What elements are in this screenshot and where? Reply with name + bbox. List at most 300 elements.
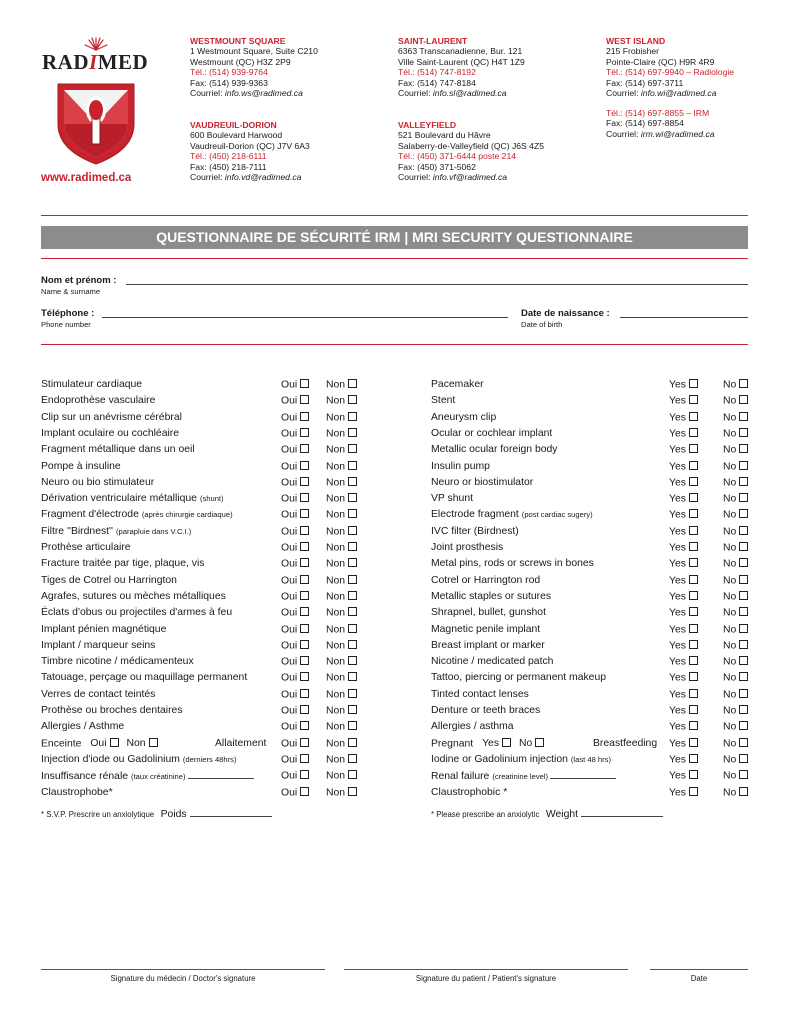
checkbox-icon[interactable] (110, 738, 119, 747)
yes-option[interactable] (669, 705, 698, 717)
yes-option[interactable] (281, 412, 309, 424)
question-text: Éclats d'obus ou projectiles d'armes à feu (41, 607, 233, 619)
email-link[interactable]: irm.wi@radimed.ca (640, 128, 715, 139)
checkbox-icon[interactable] (689, 689, 698, 698)
checkbox-icon[interactable] (689, 428, 698, 437)
checkbox-icon[interactable] (739, 526, 748, 535)
yes-option[interactable] (281, 770, 309, 782)
checkbox-icon[interactable] (689, 509, 698, 518)
checkbox-icon[interactable] (739, 575, 748, 584)
yes-label: Yes (669, 770, 686, 782)
weight-field[interactable] (190, 808, 272, 817)
no-label: Non (326, 656, 346, 668)
phone-number[interactable]: Tél.: (514) 939-9764 (190, 67, 268, 78)
patient-signature-field[interactable] (344, 969, 628, 970)
no-option[interactable] (723, 721, 748, 733)
no-option[interactable] (326, 477, 357, 489)
checkbox-icon[interactable] (689, 444, 698, 453)
no-option[interactable] (326, 509, 357, 521)
yes-option[interactable] (281, 721, 309, 733)
checkbox-icon[interactable] (348, 754, 357, 763)
checkbox-icon[interactable] (535, 738, 544, 747)
no-option[interactable] (723, 591, 748, 603)
yes-option[interactable] (669, 461, 698, 473)
checkbox-icon[interactable] (739, 689, 748, 698)
checkbox-icon[interactable] (739, 509, 748, 518)
no-label: No (723, 624, 737, 635)
checkbox-icon[interactable] (348, 591, 357, 600)
checkbox-icon[interactable] (689, 542, 698, 551)
yes-option[interactable] (669, 591, 698, 603)
checkbox-icon[interactable] (689, 379, 698, 388)
question-text: Joint prosthesis (431, 542, 504, 553)
no-option[interactable] (723, 542, 748, 554)
no-label: Non (326, 754, 346, 766)
checkbox-icon[interactable] (739, 477, 748, 486)
yes-option[interactable] (281, 624, 309, 636)
checkbox-icon[interactable] (348, 624, 357, 633)
yes-option[interactable] (281, 738, 309, 750)
yes-option[interactable] (669, 558, 698, 570)
yes-option[interactable] (281, 656, 309, 668)
no-label: No (723, 689, 737, 701)
location-saint-laurent (398, 36, 525, 98)
question-note: (last 48 hrs) (570, 754, 611, 764)
checkbox-icon[interactable] (300, 672, 309, 681)
checkbox-icon[interactable] (149, 738, 158, 747)
phone-number[interactable]: Tél.: (450) 371-6444 poste 214 (398, 151, 517, 162)
location-name: WEST ISLAND (606, 36, 666, 46)
checkbox-icon[interactable] (348, 787, 357, 796)
no-label: Non (326, 493, 346, 505)
question-label (41, 607, 232, 618)
no-label: Non (326, 477, 346, 489)
email-label: Courriel: (606, 128, 641, 139)
no-option[interactable] (723, 640, 748, 652)
checkbox-icon[interactable] (348, 607, 357, 616)
yes-option[interactable] (669, 428, 698, 440)
checkbox-icon[interactable] (689, 705, 698, 714)
checkbox-icon[interactable] (689, 395, 698, 404)
no-label: Non (326, 672, 346, 684)
checkbox-icon[interactable] (689, 721, 698, 730)
yes-label: Yes (669, 738, 686, 750)
yes-label: Yes (669, 477, 686, 489)
address-line: 6363 Transcanadienne, Bur. 121 (398, 46, 523, 57)
question-text: Fragment d'électrode (41, 509, 139, 521)
no-option[interactable] (723, 689, 748, 701)
no-option[interactable] (326, 412, 357, 424)
no-option[interactable] (326, 379, 357, 391)
yes-option[interactable] (281, 689, 309, 701)
dob-label: Date de naissance : (521, 308, 610, 319)
yes-label: Oui (281, 738, 298, 750)
checkbox-icon[interactable] (689, 412, 698, 421)
yes-option[interactable] (669, 672, 698, 684)
no-label: No (723, 379, 737, 391)
yes-option[interactable] (669, 444, 698, 456)
checkbox-icon[interactable] (739, 640, 748, 649)
yes-option[interactable] (669, 624, 698, 636)
checkbox-icon[interactable] (348, 509, 357, 518)
yes-option[interactable] (281, 591, 309, 603)
doctor-signature-label: Signature du médecin / Doctor's signature (110, 974, 256, 983)
yes-option[interactable] (281, 526, 309, 538)
checkbox-icon[interactable] (739, 493, 748, 502)
phone-number[interactable]: Tél.: (514) 697-8855 – IRM (606, 108, 710, 118)
no-option[interactable] (723, 477, 748, 489)
value-field[interactable] (550, 770, 616, 779)
checkbox-icon[interactable] (689, 493, 698, 502)
question-label (431, 738, 544, 750)
phone-number[interactable]: Tél.: (450) 218-6111 (190, 151, 267, 162)
phone-sublabel: Phone number (41, 320, 91, 329)
question-label (41, 477, 154, 488)
checkbox-icon[interactable] (300, 738, 309, 747)
no-option[interactable] (326, 624, 357, 636)
phone-number[interactable]: Tél.: (514) 697-9940 – Radiologie (606, 67, 735, 78)
no-option[interactable] (723, 705, 748, 717)
name-field[interactable] (126, 284, 748, 285)
question-text: Prothèse articulaire (41, 542, 131, 553)
checkbox-icon[interactable] (348, 477, 357, 486)
no-option[interactable] (326, 738, 357, 750)
yes-option[interactable] (281, 461, 309, 473)
checkbox-icon[interactable] (739, 542, 748, 551)
yes-option[interactable] (669, 526, 698, 538)
question-label (431, 575, 540, 586)
yes-option[interactable] (281, 509, 309, 521)
checkbox-icon[interactable] (689, 624, 698, 633)
yes-option[interactable] (669, 607, 698, 619)
checkbox-icon[interactable] (348, 640, 357, 649)
checkbox-icon[interactable] (739, 428, 748, 437)
checkbox-icon[interactable] (300, 754, 309, 763)
yes-label: Yes (669, 721, 686, 733)
checkbox-icon[interactable] (689, 672, 698, 681)
checkbox-icon[interactable] (689, 656, 698, 665)
checkbox-icon[interactable] (348, 395, 357, 404)
no-option[interactable] (723, 461, 748, 473)
checkbox-icon[interactable] (689, 738, 698, 747)
checkbox-icon[interactable] (348, 493, 357, 502)
checkbox-icon[interactable] (348, 721, 357, 730)
question-text: Injection d'iode ou Gadolinium (41, 753, 180, 765)
email-link[interactable]: info.vf@radimed.ca (432, 172, 508, 183)
yes-option[interactable] (281, 493, 309, 505)
no-option[interactable] (326, 721, 357, 733)
no-option[interactable] (326, 591, 357, 603)
checkbox-icon[interactable] (300, 558, 309, 567)
question-text: Neuro or biostimulator (431, 476, 534, 488)
checkbox-icon[interactable] (739, 444, 748, 453)
logo-text-right: MED (97, 50, 149, 74)
checkbox-icon[interactable] (689, 575, 698, 584)
no-option[interactable] (326, 770, 357, 782)
yes-option[interactable] (281, 558, 309, 570)
email-link[interactable]: info.ws@radimed.ca (224, 88, 303, 99)
no-option[interactable] (326, 672, 357, 684)
checkbox-icon[interactable] (300, 656, 309, 665)
no-option[interactable] (723, 493, 748, 505)
question-text: Endoprothèse vasculaire (41, 395, 156, 407)
no-option[interactable] (326, 444, 357, 456)
checkbox-icon[interactable] (689, 526, 698, 535)
yes-option[interactable] (669, 640, 698, 652)
no-label: No (723, 395, 737, 407)
no-label: Non (326, 444, 346, 456)
no-option[interactable] (723, 558, 748, 570)
question-text: Tinted contact lenses (431, 688, 529, 700)
no-option[interactable] (326, 640, 357, 652)
no-option[interactable] (723, 395, 748, 407)
checkbox-icon[interactable] (300, 575, 309, 584)
question-note: (derniers 48hrs) (182, 754, 237, 764)
question-text: Clip sur un anévrisme cérébral (41, 411, 182, 423)
checkbox-icon[interactable] (739, 395, 748, 404)
no-option[interactable] (723, 672, 748, 684)
checkbox-icon[interactable] (739, 412, 748, 421)
checkbox-icon[interactable] (348, 558, 357, 567)
checkbox-icon[interactable] (300, 624, 309, 633)
checkbox-icon[interactable] (348, 379, 357, 388)
yes-option[interactable] (281, 640, 309, 652)
checkbox-icon[interactable] (739, 379, 748, 388)
checkbox-icon[interactable] (348, 656, 357, 665)
no-label: No (723, 477, 737, 489)
no-option[interactable] (723, 787, 748, 799)
divider (41, 215, 748, 216)
yes-option[interactable] (281, 607, 309, 619)
checkbox-icon[interactable] (739, 591, 748, 600)
checkbox-icon[interactable] (739, 624, 748, 633)
no-option[interactable] (723, 444, 748, 456)
checkbox-icon[interactable] (348, 412, 357, 421)
checkbox-icon[interactable] (300, 526, 309, 535)
yes-option[interactable] (281, 575, 309, 587)
yes-label: Yes (669, 689, 686, 701)
no-option[interactable] (326, 493, 357, 505)
yes-option[interactable] (281, 395, 309, 407)
checkbox-icon[interactable] (739, 558, 748, 567)
checkbox-icon[interactable] (348, 444, 357, 453)
no-option[interactable] (723, 656, 748, 668)
no-option[interactable] (723, 754, 748, 766)
question-label (431, 640, 545, 651)
weight-field[interactable] (581, 808, 663, 817)
no-option[interactable] (723, 428, 748, 440)
yes-option[interactable] (669, 738, 698, 750)
checkbox-icon[interactable] (689, 770, 698, 779)
dob-field[interactable] (620, 317, 748, 318)
no-option[interactable] (723, 738, 748, 750)
checkbox-icon[interactable] (300, 379, 309, 388)
no-option[interactable] (326, 575, 357, 587)
no-option[interactable] (723, 575, 748, 587)
sub-option-no: Non (126, 738, 146, 750)
yes-option[interactable] (281, 428, 309, 440)
yes-option[interactable] (669, 379, 698, 391)
doctor-signature-field[interactable] (41, 969, 325, 970)
no-option[interactable] (326, 461, 357, 473)
yes-option[interactable] (281, 477, 309, 489)
no-option[interactable] (723, 509, 748, 521)
checkbox-icon[interactable] (689, 591, 698, 600)
checkbox-icon[interactable] (348, 770, 357, 779)
checkbox-icon[interactable] (300, 428, 309, 437)
yes-option[interactable] (281, 705, 309, 717)
no-option[interactable] (326, 656, 357, 668)
yes-option[interactable] (669, 689, 698, 701)
checkbox-icon[interactable] (689, 640, 698, 649)
checkbox-icon[interactable] (739, 672, 748, 681)
checkbox-icon[interactable] (300, 787, 309, 796)
question-label (41, 395, 155, 406)
checkbox-icon[interactable] (300, 721, 309, 730)
footnote-fr (41, 808, 272, 820)
question-text: Implant pénien magnétique (41, 623, 167, 635)
checkbox-icon[interactable] (739, 770, 748, 779)
checkbox-icon[interactable] (300, 395, 309, 404)
checkbox-icon[interactable] (300, 542, 309, 551)
no-option[interactable] (326, 526, 357, 538)
no-option[interactable] (326, 395, 357, 407)
checkbox-icon[interactable] (300, 461, 309, 470)
page-title: QUESTIONNAIRE DE SÉCURITÉ IRM | MRI SECURITY QUESTIONNAIRE (41, 226, 748, 249)
no-option[interactable] (723, 770, 748, 782)
no-option[interactable] (723, 412, 748, 424)
yes-label: Oui (281, 721, 298, 733)
checkbox-icon[interactable] (300, 493, 309, 502)
checkbox-icon[interactable] (348, 461, 357, 470)
question-label (431, 754, 611, 765)
yes-option[interactable] (281, 672, 309, 684)
website-link[interactable]: www.radimed.ca (41, 172, 132, 184)
checkbox-icon[interactable] (300, 607, 309, 616)
checkbox-icon[interactable] (348, 575, 357, 584)
question-text: Neuro ou bio stimulateur (41, 476, 155, 488)
checkbox-icon[interactable] (348, 689, 357, 698)
checkbox-icon[interactable] (300, 477, 309, 486)
yes-option[interactable] (669, 656, 698, 668)
no-option[interactable] (326, 705, 357, 717)
question-label (41, 526, 191, 537)
question-text: Implant / marqueur seins (41, 639, 156, 651)
yes-option[interactable] (669, 787, 698, 799)
no-option[interactable] (723, 607, 748, 619)
question-label (41, 509, 233, 520)
checkbox-icon[interactable] (348, 542, 357, 551)
email-link[interactable]: info.vd@radimed.ca (224, 172, 302, 183)
yes-option[interactable] (281, 787, 309, 799)
no-option[interactable] (326, 607, 357, 619)
checkbox-icon[interactable] (689, 754, 698, 763)
no-option[interactable] (326, 558, 357, 570)
value-field[interactable] (188, 770, 254, 779)
yes-option[interactable] (669, 412, 698, 424)
question-label (41, 787, 113, 798)
yes-option[interactable] (669, 477, 698, 489)
checkbox-icon[interactable] (348, 428, 357, 437)
email-link[interactable]: info.sl@radimed.ca (432, 88, 507, 99)
checkbox-icon[interactable] (300, 412, 309, 421)
yes-option[interactable] (281, 754, 309, 766)
checkbox-icon[interactable] (689, 558, 698, 567)
yes-option[interactable] (669, 395, 698, 407)
checkbox-icon[interactable] (689, 607, 698, 616)
yes-option[interactable] (669, 493, 698, 505)
no-option[interactable] (723, 379, 748, 391)
phone-field[interactable] (102, 317, 508, 318)
yes-option[interactable] (281, 542, 309, 554)
checkbox-icon[interactable] (739, 607, 748, 616)
yes-label: Yes (669, 607, 686, 619)
question-label (41, 754, 237, 765)
checkbox-icon[interactable] (739, 738, 748, 747)
checkbox-icon[interactable] (300, 705, 309, 714)
date-field[interactable] (650, 969, 748, 970)
no-label: No (723, 607, 737, 619)
checkbox-icon[interactable] (348, 738, 357, 747)
checkbox-icon[interactable] (300, 444, 309, 453)
yes-option[interactable] (669, 770, 698, 782)
yes-label: Yes (669, 412, 686, 424)
yes-option[interactable] (281, 444, 309, 456)
yes-option[interactable] (669, 575, 698, 587)
checkbox-icon[interactable] (739, 656, 748, 665)
no-option[interactable] (326, 689, 357, 701)
checkbox-icon[interactable] (689, 477, 698, 486)
question-note: (creatinine level) (492, 772, 549, 782)
yes-option[interactable] (281, 379, 309, 391)
question-text: Insulin pump (431, 460, 490, 472)
yes-label: Oui (281, 575, 298, 587)
no-label: No (723, 787, 737, 798)
yes-option[interactable] (669, 754, 698, 766)
no-option[interactable] (723, 526, 748, 538)
address-line: Pointe-Claire (QC) H9R 4R9 (606, 56, 715, 67)
checkbox-icon[interactable] (739, 705, 748, 714)
checkbox-icon[interactable] (348, 672, 357, 681)
checkbox-icon[interactable] (739, 721, 748, 730)
question-label (41, 672, 247, 683)
checkbox-icon[interactable] (348, 526, 357, 535)
yes-option[interactable] (669, 509, 698, 521)
phone-number[interactable]: Tél.: (514) 747-8192 (398, 67, 476, 78)
no-option[interactable] (326, 428, 357, 440)
checkbox-icon[interactable] (502, 738, 511, 747)
checkbox-icon[interactable] (300, 509, 309, 518)
email-link[interactable]: info.wi@radimed.ca (640, 88, 717, 99)
checkbox-icon[interactable] (300, 689, 309, 698)
checkbox-icon[interactable] (689, 461, 698, 470)
no-option[interactable] (723, 624, 748, 636)
checkbox-icon[interactable] (300, 770, 309, 779)
yes-option[interactable] (669, 721, 698, 733)
no-option[interactable] (326, 754, 357, 766)
checkbox-icon[interactable] (348, 705, 357, 714)
checkbox-icon[interactable] (689, 787, 698, 796)
yes-label: Yes (669, 591, 686, 603)
no-option[interactable] (326, 542, 357, 554)
checkbox-icon[interactable] (739, 787, 748, 796)
checkbox-icon[interactable] (739, 754, 748, 763)
no-option[interactable] (326, 787, 357, 799)
yes-option[interactable] (669, 542, 698, 554)
checkbox-icon[interactable] (300, 640, 309, 649)
checkbox-icon[interactable] (300, 591, 309, 600)
checkbox-icon[interactable] (739, 461, 748, 470)
